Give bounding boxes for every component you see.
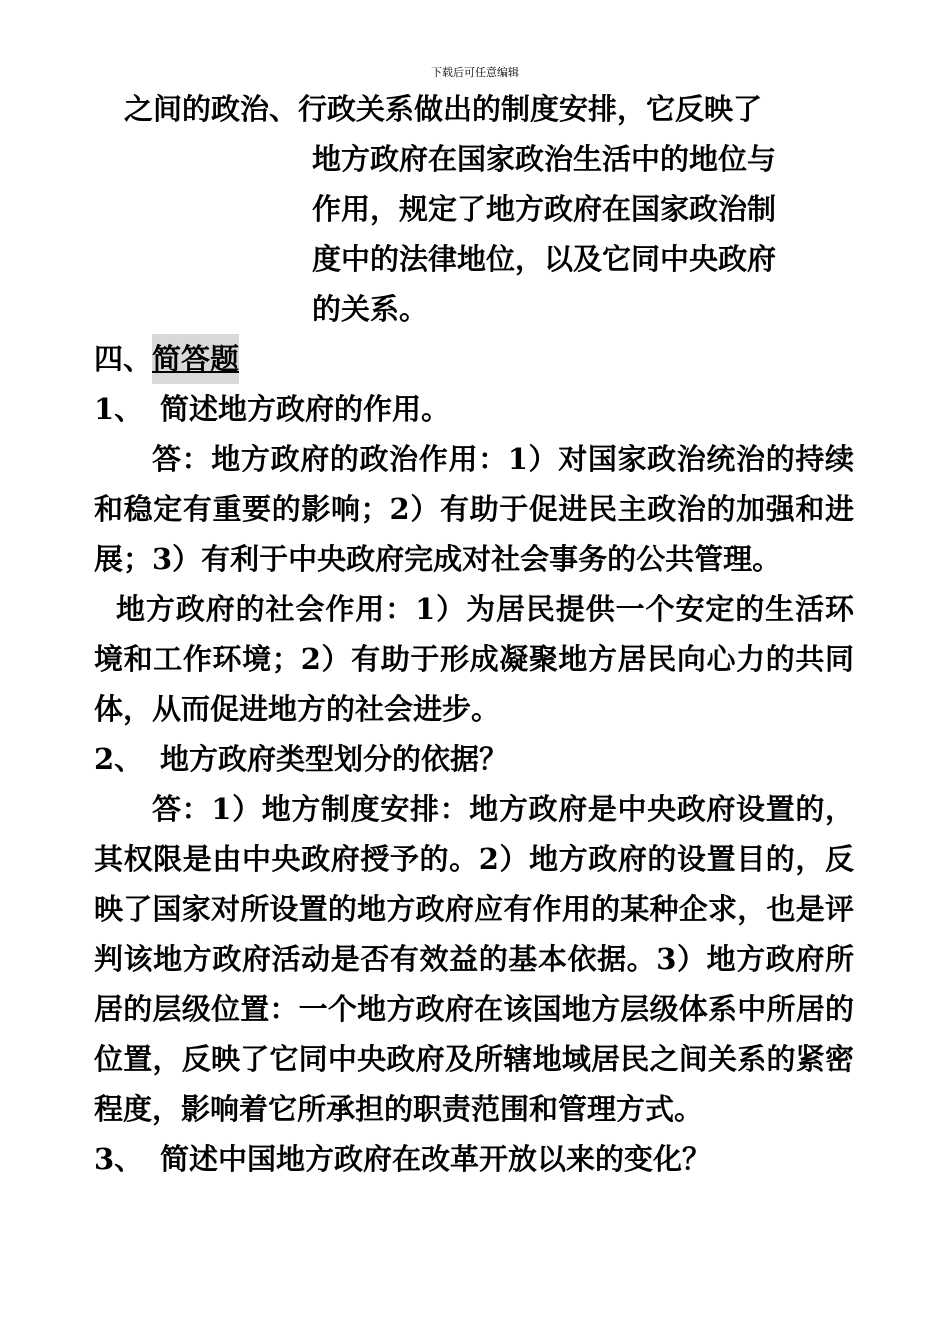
question-number: 3、 — [94, 1142, 144, 1176]
definition-line-4: 的关系。 — [312, 292, 429, 326]
section-prefix: 四、 — [94, 342, 153, 376]
question-text: 简述中国地方政府在改革开放以来的变化？ — [160, 1142, 712, 1176]
page-header: 下载后可任意编辑 — [431, 66, 519, 79]
question-number: 1、 — [94, 392, 144, 426]
question-text: 简述地方政府的作用。 — [160, 392, 451, 426]
question-1 — [94, 384, 854, 434]
section-heading — [94, 334, 854, 384]
answer-1-political: 答：地方政府的政治作用：1）对国家政治统治的持续和稳定有重要的影响；2）有助于促进民主政治的加强和进展；3）有利于中央政府完成对社会事务的公共管理。 — [94, 442, 854, 576]
definition-line-2: 作用，规定了地方政府在国家政治制 — [312, 192, 777, 226]
question-text: 地方政府类型划分的依据？ — [160, 742, 509, 776]
definition-line-1: 地方政府在国家政治生活中的地位与 — [312, 142, 777, 176]
section-title: 简答题 — [152, 334, 239, 384]
answer-1-social: 地方政府的社会作用：1）为居民提供一个安定的生活环境和工作环境；2）有助于形成凝聚地方居民向心力的共同体，从而促进地方的社会进步。 — [94, 592, 854, 726]
question-2 — [94, 734, 854, 784]
document-body — [94, 84, 854, 1184]
question-number: 2、 — [94, 742, 144, 776]
answer-2: 答：1）地方制度安排：地方政府是中央政府设置的，其权限是由中央政府授予的。2）地方政府的设置目的，反映了国家对所设置的地方政府应有作用的某种企求，也是评判该地方政府活动是否有效益的基本依据。3）地方政府所居的层级位置：一个地方政府在该国地方层级体系中所居的位置，反映了它同中央政府及所辖地域居民之间关系的紧密程度，影响着它所承担的职责范围和管理方式。 — [94, 792, 854, 1126]
definition-first-line: 之间的政治、行政关系做出的制度安排，它反映了 — [124, 92, 763, 126]
definition-line-3: 度中的法律地位，以及它同中央政府 — [312, 242, 777, 276]
question-3 — [94, 1134, 854, 1184]
